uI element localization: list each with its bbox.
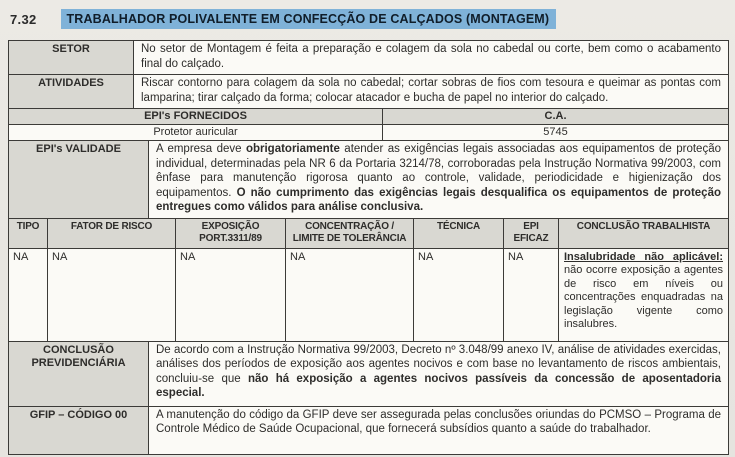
risk-header-row [9, 218, 728, 248]
epi-name-cell: Protetor auricular [9, 125, 383, 140]
atividades-text: Riscar contorno para colagem da sola no cabedal; cortar sobras de fios com tesoura e queimar as pontas com lamparina; tirar calçado da forma; colocar atacador e bucha de papel no interior do calçado. [141, 77, 721, 104]
conclusao-previdenciaria-text: De acordo com a Instrução Normativa 99/2003, Decreto nº 3.048/99 anexo IV, análise de atividades exercidas, análises dos períodos de exposição aos agentes nocivos e com base no levantamento de riscos ambientais, concluiu-se que não há exposição a agentes nocivos passíveis da concessão de aposentadoria especial. [156, 343, 722, 399]
table-row-epis-validade [9, 140, 728, 218]
gfip-label: GFIP – CÓDIGO 00 [9, 407, 149, 454]
ca-header: C.A. [383, 109, 728, 124]
cell-tecnica: NA [414, 249, 504, 341]
gfip-text: A manutenção do código da GFIP deve ser assegurada pelas conclusões oriundas do PCMSO – Programa de Controle Médico de Saúde Ocupacional, que fornecerá subsídios quanto a saúde do trabalhador. [156, 408, 721, 435]
table-row-atividades [9, 74, 728, 108]
page-title: TRABALHADOR POLIVALENTE EM CONFECÇÃO DE CALÇADOS (MONTAGEM) [61, 9, 557, 29]
conclusao-previdenciaria-label: CONCLUSÃO PREVIDENCIÁRIA [9, 342, 149, 406]
cell-exposicao: NA [176, 249, 286, 341]
table-row-conclusao-previdenciaria [9, 341, 728, 406]
epi-ca-cell: 5745 [543, 126, 568, 138]
header-epi-eficaz: EPI EFICAZ [504, 219, 559, 248]
header-fator-de-risco: FATOR DE RISCO [48, 219, 176, 248]
cell-epi-eficaz: NA [504, 249, 559, 341]
epis-fornecidos-header: EPI's FORNECIDOS [9, 109, 383, 124]
risk-data-row [9, 248, 728, 341]
cell-tipo: NA [9, 249, 48, 341]
cell-conclusao-trabalhista: Insalubridade não aplicável: não ocorre exposição a agentes de risco em níveis ou concentrações enquadradas na legislação vigente como insalubres. [564, 250, 723, 330]
header-exposicao: EXPOSIÇÃO PORT.3311/89 [176, 219, 286, 248]
atividades-label: ATIVIDADES [9, 75, 134, 108]
table-row-epis-fornecidos-header [9, 108, 728, 124]
header-conclusao-trabalhista: CONCLUSÃO TRABALHISTA [559, 219, 728, 248]
table-row-setor [9, 41, 728, 74]
cell-concentracao: NA [286, 249, 414, 341]
setor-label: SETOR [9, 41, 134, 74]
section-number: 7.32 [10, 11, 37, 27]
epis-validade-text: A empresa deve obrigatoriamente atender as exigências legais associadas aos equipamentos de proteção individual, determinadas pela NR 6 da Portaria 3214/78, corroboradas pela Instrução Normativa 99/2003, com ênfase para manutenção rigorosa quanto ao controle, validade, periodicidade e higienização dos equipamentos. O não cumprimento das exigências legais desqualifica os equipamentos de proteção entregues como válidos para análise conclusiva. [156, 143, 721, 213]
section-title-bar [10, 9, 735, 29]
epis-validade-label: EPI's VALIDADE [9, 141, 149, 218]
header-tecnica: TÉCNICA [414, 219, 504, 248]
cell-fator-de-risco: NA [48, 249, 176, 341]
table-row-gfip [9, 406, 728, 454]
header-concentracao: CONCENTRAÇÃO / LIMITE DE TOLERÂNCIA [286, 219, 414, 248]
header-tipo: TIPO [9, 219, 48, 248]
table-row-epi-item [9, 124, 728, 140]
setor-text: No setor de Montagem é feita a preparação e colagem da sola no cabedal ou corte, bem como o acabamento final do calçado. [141, 43, 721, 70]
ergonomic-risk-table [8, 40, 729, 455]
